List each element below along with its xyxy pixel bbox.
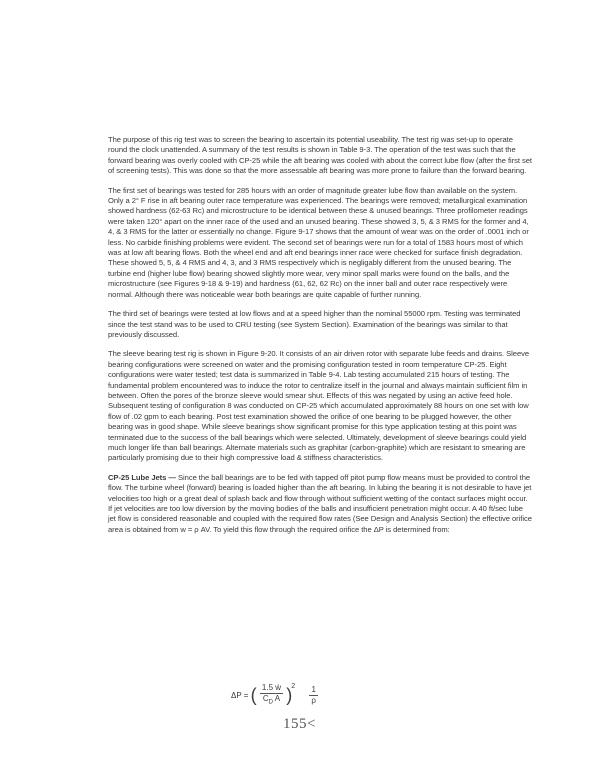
paragraph-purpose: The purpose of this rig test was to screen the bearing to ascertain its potential useability. The test rig was set-up to operate round the clock unattended. A summary of the test results is shown in Table 9-3. The operation of the test was such that the forward bearing was overly cooled with CP-25 while the aft bearing was cooled with about the correct lube flow (after the first set of screening tests). This was done so that the more assessable aft bearing was more prone to failure than the forward bearing. xyxy=(108,135,532,176)
paragraph-first-set: The first set of bearings was tested for 285 hours with an order of magnitude greater lube flow than available on the system. Only a 2° F rise in aft bearing outer race temperature was experienced. The bearings were removed; metallurgical examination showed hardness (62-63 Rc) and microstructure to be identical between these & unused bearings. Three profilometer readings were taken 120° apart on the inner race of the used and an unused bearing. These showed 3, 5, & 3 RMS for the former and 4, 4, & 3 RMS for the latter or essentially no change. Figure 9-17 shows that the amount of wear was on the order of .0001 inch or less. No carbide finishing problems were evident. The second set of bearings were run for a total of 1583 hours most of which was at low aft bearing flows. Both the wheel end and aft end bearings inner race were checked for surface finish degradation. These showed 5, 5, & 4 RMS and 4, 3, and 3 RMS respectively which is negligably different from the unused bearing. The turbine end (higher lube flow) bearing showed slightly more wear, very minor spall marks were found on the balls, and the microstructure (see Figures 9-18 & 9-19) and hardness (61, 62, 62 Rc) on the inner ball and outer race respectively were normal. Although there was noticeable wear both bearings are quite capable of further running. xyxy=(108,185,529,299)
delta-p-equation xyxy=(231,683,319,708)
right-paren: ) xyxy=(286,685,293,706)
equation-reciprocal xyxy=(309,685,318,706)
body-text xyxy=(108,135,532,544)
paragraph-lube-jets xyxy=(108,473,532,535)
paragraph-sleeve-bearing: The sleeve bearing test rig is shown in Figure 9-20. It consists of an air driven rotor with separate lube feeds and drains. Sleeve bearing configurations were screened on water and the promising configuration tested in room temperature CP-25. Eight configurations were water tested; test data is summarized in Table 9-4. Lab testing accumulated 215 hours of testing. The fundamental problem encountered was to induce the rotor to centralize itself in the journal and always maintain sufficient film in between. Often the pores of the bronze sleeve would smear shut. Effects of this was negated by using an active feed hole. Subsequent testing of configuration 8 was conducted on CP-25 which accumulated approximately 88 hours on one set with low flow of .02 gpm to each bearing. Post test examination showed the orifice of one bearing to be plugged however, the other bearing was in good shape. While sleeve bearings show significant promise for this type application testing at this point was terminated due to the success of the ball bearings which were selected. Ultimately, development of sleeve bearings could yield much longer life than ball bearings. Alternate materials such as graphitar (carbon-graphite) which are resistant to smearing are particularly promising due to their high compressive load & stiffness characteristics. xyxy=(108,349,530,463)
equation-denominator: $C_D$ A xyxy=(262,694,281,706)
lube-jets-heading: CP-25 Lube Jets — xyxy=(108,472,176,482)
equation-lhs: ΔP = xyxy=(231,690,249,700)
equation-numerator: 1.5 ẇ xyxy=(261,683,282,692)
page-number: 155< xyxy=(283,716,316,732)
paragraph-third-set: The third set of bearings were tested at low flows and at a speed higher than the nominal 55000 rpm. Testing was terminated since the test stand was to be used to CRU testing (see System Section). Examination of the bearings was similar to that previously discussed. xyxy=(108,309,521,339)
reciprocal-numerator: 1 xyxy=(309,685,318,696)
equation-exponent: 2 xyxy=(291,683,296,691)
left-paren: ( xyxy=(250,685,257,706)
reciprocal-denominator: ρ xyxy=(311,695,316,705)
lube-jets-text: Since the ball bearings are to be fed with tapped off pitot pump flow means must be provided to control the flow. The turbine wheel (forward) bearing is loaded higher than the aft bearing. In lubing the bearing it is not desirable to have jet velocities too high or a great deal of splash back and flow through without sufficient wetting of the contact surfaces might occur. If jet velocities are too low diversion by the moving bodies of the balls and insufficient penetration might occur. A 40 ft/sec lube jet flow is considered reasonable and coupled with the required flow rates (See Design and Analysis Section) the effective orifice area is obtained from w = ρ AV. To yield this flow through the required orifice the ΔP is determined from: xyxy=(108,472,532,534)
equation-fraction xyxy=(260,683,283,708)
